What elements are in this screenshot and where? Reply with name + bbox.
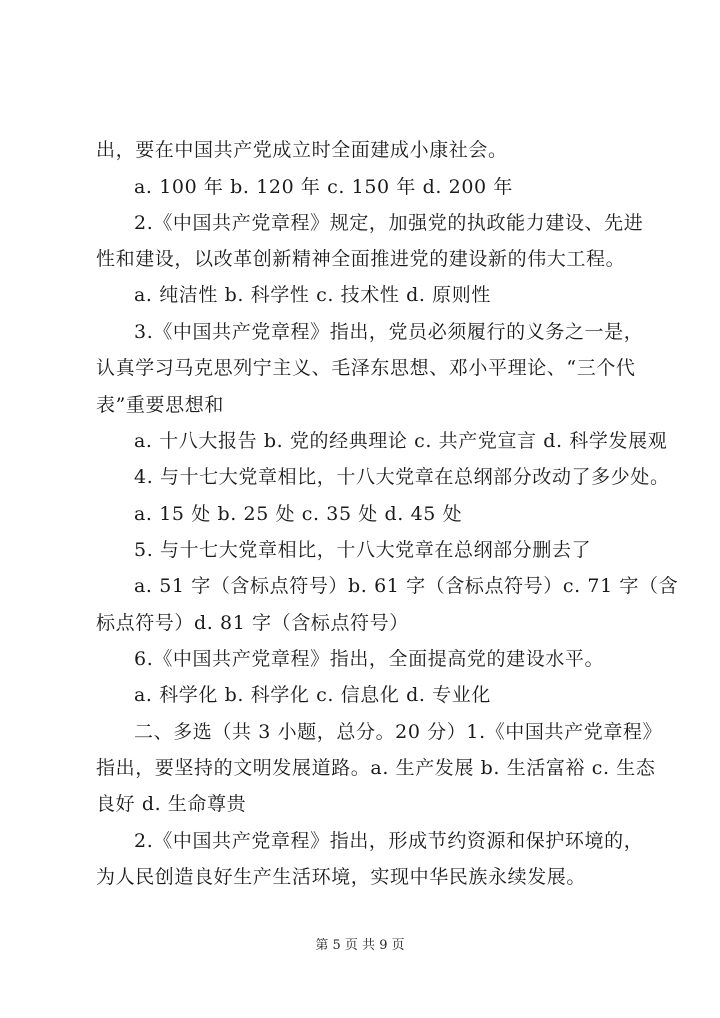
text-line: 5. 与十七大党章相比，十八大党章在总纲部分删去了	[134, 539, 592, 561]
text-line: 3.《中国共产党章程》指出，党员必须履行的义务之一是，	[134, 321, 644, 343]
text-line: 性和建设，以改革创新精神全面推进党的建设新的伟大工程。	[96, 248, 626, 270]
text-line: 标点符号）d. 81 字（含标点符号）	[96, 612, 409, 634]
text-line: a. 纯洁性 b. 科学性 c. 技术性 d. 原则性	[134, 284, 491, 306]
text-line: a. 15 处 b. 25 处 c. 35 处 d. 45 处	[134, 503, 463, 525]
text-line: 表”重要思想和	[96, 394, 224, 416]
text-line: a. 科学化 b. 科学化 c. 信息化 d. 专业化	[134, 684, 491, 706]
text-line: 出，要在中国共产党成立时全面建成小康社会。	[96, 139, 508, 161]
text-line: 2.《中国共产党章程》指出，形成节约资源和保护环境的，	[134, 830, 644, 852]
text-line: 指出，要坚持的文明发展道路。a. 生产发展 b. 生活富裕 c. 生态	[96, 757, 656, 779]
text-line: a. 十八大报告 b. 党的经典理论 c. 共产党宣言 d. 科学发展观	[134, 430, 668, 452]
page-number-footer: 第 5 页 共 9 页	[315, 938, 405, 953]
text-line: 4. 与十七大党章相比，十八大党章在总纲部分改动了多少处。	[134, 466, 670, 488]
text-line: 2.《中国共产党章程》规定，加强党的执政能力建设、先进	[134, 212, 644, 234]
text-line: 6.《中国共产党章程》指出，全面提高党的建设水平。	[134, 648, 605, 670]
text-line: 为人民创造良好生产生活环境，实现中华民族永续发展。	[96, 866, 587, 888]
text-line: a. 100 年 b. 120 年 c. 150 年 d. 200 年	[134, 176, 513, 198]
text-line: 认真学习马克思列宁主义、毛泽东思想、邓小平理论、“三个代	[96, 357, 636, 379]
text-line: a. 51 字（含标点符号）b. 61 字（含标点符号）c. 71 字（含	[134, 575, 679, 597]
text-line: 良好 d. 生命尊贵	[96, 793, 247, 815]
text-line: 二、多选（共 3 小题，总分。20 分）1.《中国共产党章程》	[134, 721, 663, 743]
